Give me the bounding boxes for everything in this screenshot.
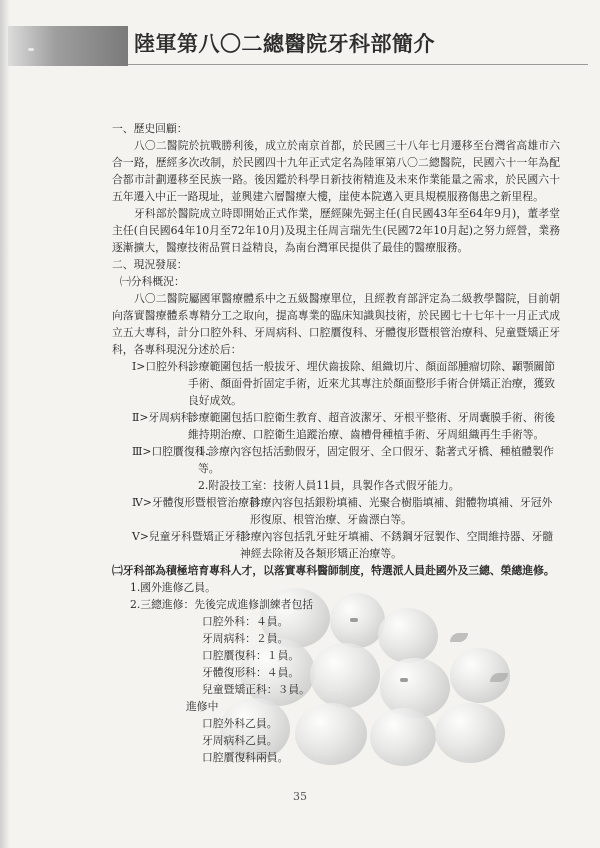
department-text: 診療範圍包括一般拔牙、埋伏齒拔除、組織切片、顏面部腫瘤切除、顳顎關節手術、顏面骨折固定手術，近來尤其專注於顏面整形手術合併矯正治療，獲致良好成效。 — [188, 360, 556, 407]
article-body — [112, 120, 560, 766]
page-title: 陸軍第八〇二總醫院牙科部簡介 — [134, 32, 435, 56]
title-gray-block — [8, 26, 128, 66]
in-progress-list — [202, 715, 560, 766]
completed-list — [202, 613, 560, 698]
in-progress-label: 進修中 — [186, 700, 219, 713]
history-heading: 一、歷史回顧： — [112, 122, 188, 135]
history-paragraph-2: 牙科部於醫院成立時即開始正式作業，歷經陳先弼主任(自民國43年至64年9月)，董孝堂主任(自民國64年10月至72年10月)及現主任周言瑞先生(民國72年10月起)之努力經營，業務逐漸擴大，醫療技術品質日益精良，為南台灣軍民提供了最佳的醫療服務。 — [112, 207, 560, 254]
department-text: 診療範圍包括口腔衛生教育、超音波潔牙、牙根平整術、牙周囊膜手術、術後維持期治療、口腔衛生追蹤治療、齒槽骨種植手術、牙周組織再生手術等。 — [188, 411, 556, 441]
department-periodontics — [132, 409, 560, 443]
current-heading: 二、現況發展： — [112, 258, 188, 271]
department-label: Ⅲ>口腔贋復科： — [132, 445, 217, 458]
training-list — [130, 579, 560, 766]
department-endodontics — [132, 494, 560, 528]
training-abroad: 1.國外進修乙員。 — [130, 581, 216, 594]
department-oral-surgery — [132, 358, 560, 409]
page-number: 35 — [293, 790, 307, 803]
title-underline — [128, 64, 588, 65]
subsection-paragraph-1: 八〇二醫院屬國軍醫療體系中之五級醫療單位，且經教育部評定為二級教學醫院，目前朝向落實醫療體系專精分工之取向，提高專業的臨床知識與技術，於民國七十七年十一月正式成立五大專科，計分口腔外科、牙周病科、口腔贋復科、牙體復形暨根管治療科、兒童暨矯正牙科，各專科現況分述於后： — [112, 292, 560, 356]
department-label: Ⅰ>口腔外科： — [132, 360, 200, 373]
department-text: 1.診療內容包括活動假牙，固定假牙、全口假牙、黏著式牙橋、種植體製作等。 — [198, 445, 554, 475]
subsection-heading-2: ㈡牙科部為積極培育專科人才，以落實專科醫師制度，特選派人員赴國外及三總、榮總進修。 — [112, 564, 555, 577]
completed-item: 兒童暨矯正科：３員。 — [202, 683, 310, 696]
in-progress-item: 口腔外科乙員。 — [202, 717, 278, 730]
department-label: Ⅱ>牙周病科： — [132, 411, 203, 424]
department-prosthodontics — [132, 443, 560, 494]
department-label: Ⅴ>兒童牙科暨矯正牙科： — [132, 530, 257, 543]
in-progress-item: 牙周病科乙員。 — [202, 734, 278, 747]
department-pediatric-orthodontics — [132, 528, 560, 562]
department-text-2: 2.附設技工室：技術人員11員，具製作各式假牙能力。 — [198, 479, 460, 492]
history-paragraph-1: 八〇二醫院於抗戰勝利後，成立於南京首都，於民國三十八年七月遷移至台灣省高雄市六合一路，歷經多次改制，於民國四十九年正式定名為陸軍第八〇二總醫院，民國六十一年為配合都市計劃遷移至民族一路。後因鑑於科學日新技術精進及未來作業能量之需求，於民國六十五年遷入中正一路現址，並興建六層醫療大樓，崖使本院邁入更具規模服務傷患之新里程。 — [112, 139, 560, 203]
subsection-heading-1: ㈠分科概況： — [120, 275, 185, 288]
training-tsgh: 2.三總進修：先後完成進修訓練者包括 — [130, 598, 314, 611]
binding-shadow — [0, 0, 10, 848]
department-text: 診療內容包括銀粉填補、光聚合樹脂填補、鉗體物填補、牙冠外形復原、根管治療、牙齒漂白等。 — [250, 496, 553, 526]
completed-item: 牙體復形科：４員。 — [202, 666, 300, 679]
department-label: Ⅳ>牙體復形暨根管治療科： — [132, 496, 271, 509]
in-progress-item: 口腔贋復科兩員。 — [202, 751, 289, 764]
completed-item: 口腔贋復科：１員。 — [202, 649, 300, 662]
title-banner — [8, 18, 588, 68]
completed-item: 牙周病科：２員。 — [202, 632, 289, 645]
completed-item: 口腔外科：４員。 — [202, 615, 289, 628]
department-text: 診療內容包括乳牙蛀牙填補、不銹鋼牙冠製作、空間維持器、牙髓神經去除術及各類形矯正治療等。 — [240, 530, 554, 560]
